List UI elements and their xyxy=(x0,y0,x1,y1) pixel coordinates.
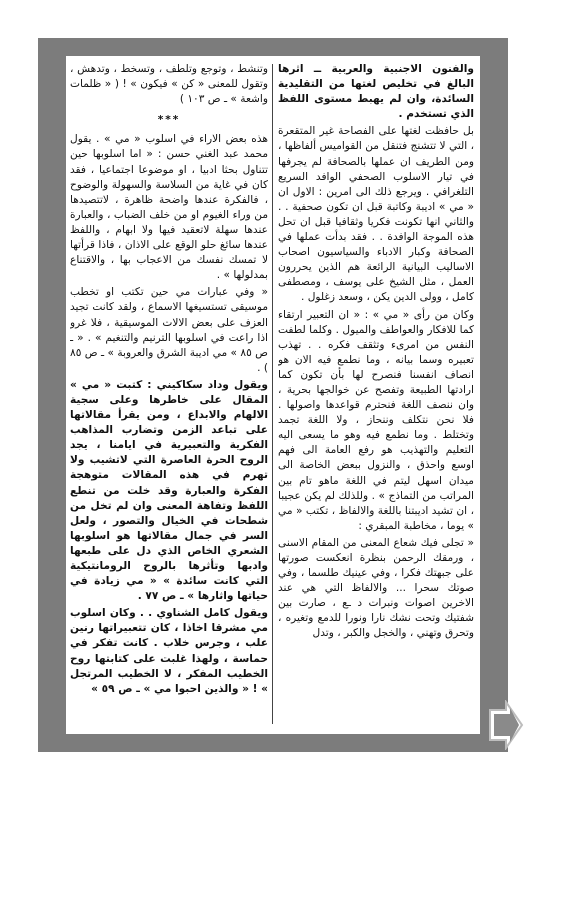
left-column xyxy=(70,62,268,726)
paragraph: هذه بعض الاراء في اسلوب « مي » . يقول محمد عبد الغني حسن : « اما اسلوبها حين تتناول بحثا ادبيا ، او موضوعا اجتماعيا ، فقد كان في غاية من السلاسة والسهولة والوضوح ، فالفكرة عندها واضحة ظاهرة ، لاتتصيدها من وراء الغيوم او من خلف الضباب ، والعبارة عندها سهلة لاتعقيد فيها ولا ابهام ، واللفظ عندها سائغ حلو الوقع على الاذان ، فاذا قرأتها لا تمسك نفسك من الاعجاب بها ، والاقتناع بمدلولها » . xyxy=(70,133,268,282)
scanned-page xyxy=(66,56,480,734)
paragraph: وتنشط ، وتوجع وتلطف ، وتسخط ، وتدهش ، وتقول للمعنى « كن » فيكون » ! ( « ظلمات واشعة » ـ ص ١٠٣ ) xyxy=(70,63,268,106)
paragraph: ويقول وداد سكاكيني : كتبت « مي » المقال على خاطرها وعلى سجية الالهام والابداع ، ومن يقرأ مقالاتها على تباعد الزمن وتضارب المذاهب الفكرية والتعبيرية في ايامنا ، يجد الروح الحرة العاصرة التي لاتشيب ولا تهرم في هذه المقالات متوهجة الفكرة والعبارة وقد خلت من تنطع اللفظ وتفاهة المعنى وان لم تخل من شطحات في الخيال والتصور ، ولعل السر في جمال مقالاتها هو اسلوبها الشعري الخاص الذي دل على طبعها وادبها وتأثرها بالروح الرومانتيكية التي كانت سائدة » « مي زيادة في حياتها واثارها » ـ ص ٧٧ . xyxy=(70,378,268,603)
paragraph: وكان من رأى « مي » : « ان التعبير ارتقاء كما للافكار والعواطف والميول . وكلما لطفت النفس من امرىء وتثقف فكره . . تهذب تعبيره وسما بيانه ، وما نطمع فيه الان هو انصاف انفسنا فنصرح لها بأن تكون كما ارادتها الطبيعة وتفصح عن خوالجها بحرية ، وان ننصف اللغة فنحترم قواعدها واصولها . فلا نحن نتكلف وننحاز ، ولا اللغة تجمد وتختلط . وما نطمع فيه وهو ما يسعى اليه التعليم والتهذيب هو رفع العامة الى فهم اوسع واحذق ، والنزول ببعض الخاصة الى ميدان اسهل ليتم في اللغة ماهو تام بين المراتب من التماذج » . وللذلك لم يكن عجيبا ، ان تشيد اديبتنا باللغة والالفاظ ، تكتب « مي » يوما ، مخاطبة المبقري : xyxy=(278,308,474,532)
paragraph: والفنون الاجنبية والعربية ــ اثرها البالغ في تخليص لغتها من التقليدية السائدة، وان لم يهبط مستوى اللفظ الذي تستخدم . xyxy=(278,63,474,121)
right-column xyxy=(278,62,474,726)
paragraph: ويقول كامل الشناوي . . وكان اسلوب مي مشرقا اخاذا ، كان تتعبيراتها رنين علب ، وجرس خلاب . كانت تفكر في حماسة ، ولهذا غلبت على كتابتها روح الخطيب المفكر ، لا الخطيب المرتجل » ! « والذين احبوا مي » ـ ص ٥٩ » xyxy=(70,607,268,695)
page-frame xyxy=(38,38,508,752)
paragraph: « تجلى فيك شعاع المعنى من المقام الاسنى ، ورمقك الرحمن بنظرة انعكست صورتها على جبهتك فكرا ، وفي عينيك طلسما ، وفي صوتك سحرا ... والالفاظ التي هي عند الاخرين اصوات ونبرات د ـع ، صارت بين شفتيك وتحت نشك نارا ونورا للدمع وتغيره ، وتحرق وتهني ، والخجل والكبر ، وتدل xyxy=(278,536,474,640)
paragraph: بل حافظت لغتها على الفصاحة غير المتقعرة ، التي لا تتشنج فتنقل من القواميس ألفاظها ، ومن الطريف ان عملها بالصحافة لم يجرفها في تيار الاسلوب الصحفي الوافد السريع التلغرافي . ويرجع ذلك الى امرين : الاول ان « مي » اديبة وكاتبة قبل ان تكون صحفية . . والثاني انها تكونت فكريا وثقافيا قبل ان تحل هذه الموجة الوافدة . . فقد بدأت عملها في الصحافة وكبار الادباء والسياسيون اصحاب الاساليب البيانية الرائعة هم الذين يحررون العمل ، مثل الشيخ على يوسف ، ومصطفى كامل ، وولى الدين يكن ، وسعد زغلول . xyxy=(278,125,474,304)
paragraph: « وفي عبارات مي حين تكتب او تخطب موسيقى تستسيغها الاسماع ، ولقد كانت تجيد العزف على بعض الالات الموسيقية ، فلا غرو اذا راعت في اسلوبها الترنيم والتنغيم » . « ـ ص ٨٥ » مي اديبة الشرق والعروبة » ـ ص ٨٥ ) . xyxy=(70,286,268,374)
column-divider xyxy=(272,64,273,724)
right-arrow-icon[interactable] xyxy=(486,700,526,750)
section-separator: *** xyxy=(157,114,181,127)
